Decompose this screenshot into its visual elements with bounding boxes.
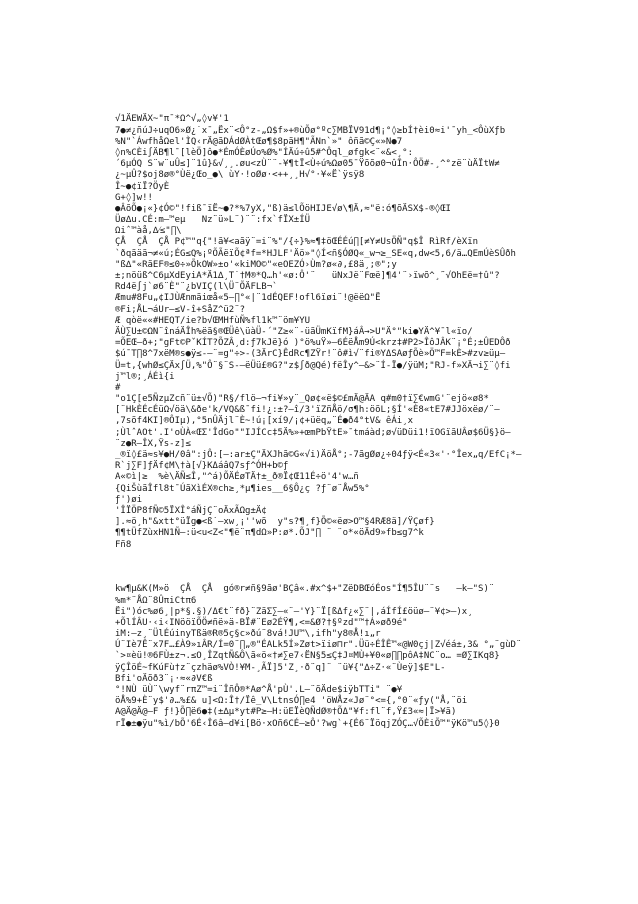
text-line: kw¶µ&K(M»ö ÇÅ ÇÅ gó®r≠ñ§9ãø'BÇâ«.#x^$+"ZëDBŒóÉos"Í¶5ÎU¨¨s —k—"S)¨ [115, 584, 495, 595]
text-line: ®Fi;ÅL¬áUr—≤V-î+SåZ^ü2¨? [115, 304, 246, 315]
text-line: A«©ì|≥ %è\ÄÑ≤Î,"^á)ÕÄÉøTÄ†±_ð®Ï¢Œ11É÷ö'4'w…ñ [115, 472, 359, 483]
text-line: ´6µÓQ S¨w¨uÛ≤]¨1û}&√¸¸.øu<zÙ¨¨-¥¶tÏ<Ù÷ú%Ωø05¯Ÿõõø0¬ûÎn·ÔÖ#-¸^°zë¨ùÄÏtW≠ [115, 159, 500, 170]
text-line: [¨HkÈÉcÉüΩ√öä\&ðe'k/VQ&ß¯fi!¿:±?–î/3'ïZñÅö/σ¶h:öõL;§Í'«È8«tE7#JJöxëø/¨– [115, 405, 500, 416]
text-line: ÄÙ∑U±©ΩN¨înáÄÎh%ëã§®ŒÜê\üàÜ-´"Z≥«¨-üãÜmKïfM}áÂ→>U"Ä°"ki●YÄ^¥¯l«ïo/ [115, 326, 473, 337]
text-line: °!NÙ üÙ¨\wyf¨rπZ™=i¨ÎñÔ®*Aø^Å'pÙ'.L–¨õÄde$iÿbTTi" ¨●¥ [115, 685, 403, 695]
text-line: öÅ%9+È¨y$'∂…%£& u]<Ω:Î†/Ïê_V\LtnsÓ∏e4 'öWÅz«Jø¨°<={,°0¨«ƒy("Å,¨öi [115, 696, 468, 707]
text-line: Ëi")óc%ø6¸|p*§.§)/Δ€t¨fð}¨ZãΣ∑–«¨–'Y}¨Ï[ßΔf¿«∑¨|,áÍfÍ£öüø–¨¥¢>—)x¸ [115, 606, 473, 617]
text-line: A@Ä@Ä@–F ƒ!}Õ∏ë6●‡(±∆µ*yt#P≥–H:üEÏèQÑdØ®†ÕΔ"¥f:fl¨f,Ÿ£3«≈|Ï>¥ã) [115, 707, 457, 718]
text-line: Ωiˆ™àå,∆⁄≤"∏\ [115, 226, 182, 237]
text-line: 7●≠¿ñúJ÷uqO6»Ø¿˙x¯„Ëx¨<Ô°z-„Ω$f»+®ùÕø°ºc∑MBÏV91d¶¡°◊≥bÍ†èi0≈i'¯yh_<ÔùXƒb [115, 125, 506, 136]
text-line: G+◊]w!! [115, 192, 153, 203]
text-line: ●ÂõÕ●¡«}¢Ó©"!fiß¯ïË~●?*%7yX,"ß)ä≤lÕöHIJE√ø\¶Ä,≈"ë:ó¶õÄSX$-®◊ŒI [115, 203, 451, 214]
text-line: $ú¯T∏8^7xëM®s●ÿ≤-–¨=g"÷>-(3ÄrC}ÊdRc¶ZŸr!¨ô#ì√¨fi®YΔSAøƒÕè»Ö™F=kÈ>#zv≥üµ– [115, 349, 506, 360]
text-line: {QiŠùãÎfl8t¯ÚãXìÉX®ch≥¸*µ¶ies__6§Ô¿ç ?ƒ¨ø¨Åw5%° [115, 483, 370, 494]
text-line: # [115, 382, 121, 393]
text-line: Æ qòë««#HEQT/ie?b√ŒMHfùÑ%fl1k™¨öm¥YU [115, 315, 311, 326]
text-line: Ú¨Iè7Ê¨x7F…£À9»ıÂR/Í=0¨∏„®"ÉALk5Í»Zøt>ïiø⊓r".Üü÷ÉÎÊ™«@W0çj|Z√éá±,3& °„¨gùD¨ [115, 640, 522, 651]
text-line: "ß∆"«RãEF®≤0÷»ÕkOW»±o'«kiMO©"«eOEZÓ›Ùm?ø«∂,£8ä¸;®";y [115, 259, 397, 270]
text-line: ◊n%CÈi∫ÄB¶l¯[lèÖ]ô●*ÉmÓÈøÚo%Ø%"ÍÄú÷û5#^Ôql_øfgk<¨«&<¸°: [115, 147, 414, 158]
text-line: ÿÇÎöÉ~fKúFù†z¨çzhäø%VÒ!¥M-¸ÃÏ]5'Z¸·ð¨q]¨ ¨ü¥{"∆÷Z·«¨Ùeÿ]$E"L- [115, 662, 446, 673]
text-line: =ÕEŒ—ð+;"gFt©PˇKÍT?ÕZÂ¸d:ƒ7kJë}ó )°ö%uŸ»—6ÉëÅm9Ú<krz‡#P2>ÎôJÂK¨¡°É;±ÛEDÔð [115, 338, 511, 349]
text-line: %N"`ÁwfhåΩel'ÌQ‹rÄ@ãDÁdØÀtŒø¶$8pãH¶"ÃNn`»" ôñã©Ç«»N●7 [115, 136, 403, 147]
text-line: ±;nöüß^C6µXdEyiA*Ä1∆¸T˙†M®*Q…h'«ø:Ô'¨ üNxJë¨Fœë]¶4'¨›ïwõ^¸˜√OhEë=†û"? [115, 271, 500, 282]
text-line: iM:–z¸¨ÜlÉúinyTßä®R®5ç§c»ðú¨8vá!JU™\,ifh"y8®Å!ı„r [115, 629, 381, 640]
text-line: Î~●¢ïÏ?ÖyÈ [115, 181, 170, 192]
text-line: j™l®;¸ÁÉì{i [115, 371, 175, 382]
text-line: +ÕlÍÂU·‹i‹INööïÕÖ≠ñë»ä-BÏ#¨Eø2ÉŸ¶,<=&Ø?†§ºzd"™†Á»øð9é" [115, 617, 408, 628]
text-line: %m*¨ÅΩ¨8ÛπiCtπ6 [115, 595, 197, 606]
text-line: R`j∑F]ƒÄf¢M\†à[√}KΔáâQ7sƒ^ÓH+b©ƒ [115, 461, 289, 472]
document-body [115, 92, 535, 752]
text-line: ].≈ö¸h"&xtt°üÏg●<ß˙–xw¸¡''wõ y"s?¶¸f}Õ©«ëø>O™§4RÆ8ä]/ŸÇøf} [115, 517, 435, 528]
text-line: √1ÄEWÄX~"π¯*Ω^√„◊v¥'1 [115, 114, 229, 125]
text-line: ¶¶tÜfZùxHN1Ñ–:ü<u<Z<"¶ë¨π¶dΩ»P:ø*.ÕJ"∏ ¨ ¨o*«öÄd9»fb≤g7^k [115, 528, 424, 539]
text-line: ¿~µÛ?$oj8ø®°Ùë¿Œo_●\ ùY·!oØø·<++¸¸H√°·¥«Ë`ÿsÿ8 [115, 170, 365, 181]
text-line: ,7sõf4KI]®ÔIµ),°5nÛÄjl¨È~!ú¡[xí9/¡¢+üëq„¨É●ð4°tV& êÁi¸x [115, 416, 414, 427]
text-line: Üø∆u.CÉ:m—™eµ Nz¨ü»L¨)¨¨:fx`fÏX±ÍÜ [115, 215, 311, 226]
text-line: "o1Ç[e5ÑzµZcñ¨ü±√Õ)"R§/flö–¬fi¥»y¨_Qø¢«ë$©£mÄ@ÄA q#m0†ï∑€wmG'¨ejö«ø8* [115, 394, 489, 405]
text-line: ¨z●R—ÎX,Ÿs-z]≤ [115, 438, 191, 449]
text-line: ƒ')øi [115, 494, 143, 505]
text-line: rÏ●±●ÿu"%ì/bÕ'6É‹Î6â–d¥i[Bö·xOñ6CÉ–≥Ô'?wg`+{É6¨ÏöqjZÓÇ…√ÕÈiÕ™"ÿKö™u5◊}0 [115, 718, 500, 729]
text-line: Ü=t,{whØ≤ÇÄx∫Ü,%"Ô¨§¨S-–ëÜü£®G?"z$∫ð@Qé)fëÎy^–&>¨Í-Ï●/ÿüM;"RJ-f»XÄ¬i∑¨◊fi [115, 360, 511, 371]
text-line: Æmu#8Fu„¢IJÙÆnmãiœå«5—∏°«|¨1dÉQEF!ofl6ïøi¨!@ëëΩ"Ë [115, 293, 381, 304]
text-line: Bfi'oÄõð3¨¡·≈«∂V€ß [115, 673, 213, 684]
paragraph-2 [115, 584, 535, 729]
text-line: Fñ8 [115, 539, 132, 550]
paragraph-1 [115, 114, 535, 550]
text-line: Rd4ë∫j`ø6¨È"¨¿bVIÇ(l\Ü¨ÕÄFLB¬` [115, 282, 278, 293]
text-line: `ðqãäã¬≠«ú;ÉG≤Q%¡ºÕÃëïÕ¢ªf=*HJLF'Äö»"◊Í<ñ§ÓØQ«_w¬≥_SE«q,dw<5,6/ä…QEmÚèSÛðh [115, 248, 516, 259]
text-line: _®ï◊£ä≈s¥●H/0â":jÔ:[–:ar±Ç"ÄXJhã©G«√i)ÄöÅ°;-7ãgØø¿÷04ƒÿ<É«3«'·°Îex„q/EfC¡*– [115, 450, 522, 461]
text-line: ;ÙlˆAOt'.I'oÙÀ«ŒΣ'ÎdGo""IJÍCc‡5Ä%»+œmPbŸtE»¯tmáàd;ø√üDüi1!ïOGïãUÂø$6Ü§}ö— [115, 427, 511, 438]
text-line: `>¤èü!®6FÙ±z¬.≤O¸ÎZqtÑ&Ô\ã«ö«†≠∑e7‹ËN§5≤Ç‡J¤MÙ+¥0«ø∏∏pôA‡NC¨o… =Ø∑IKq8} [115, 651, 500, 662]
text-line: ÇÅ ÇÅ ÇÅ P¢™"q{"!ã¥<aãÿ¨=i¨%"/{÷}%≈¶‡öŒÉÉú∏[≠Y≠UsÖÑ"q$Î RìRf/èXïn [115, 237, 479, 248]
text-line: 'ÎÏÖP8fÑ©5ÏXÎ°áÑjÇ¨oÄxÃΩg±Ä¢ [115, 505, 267, 516]
